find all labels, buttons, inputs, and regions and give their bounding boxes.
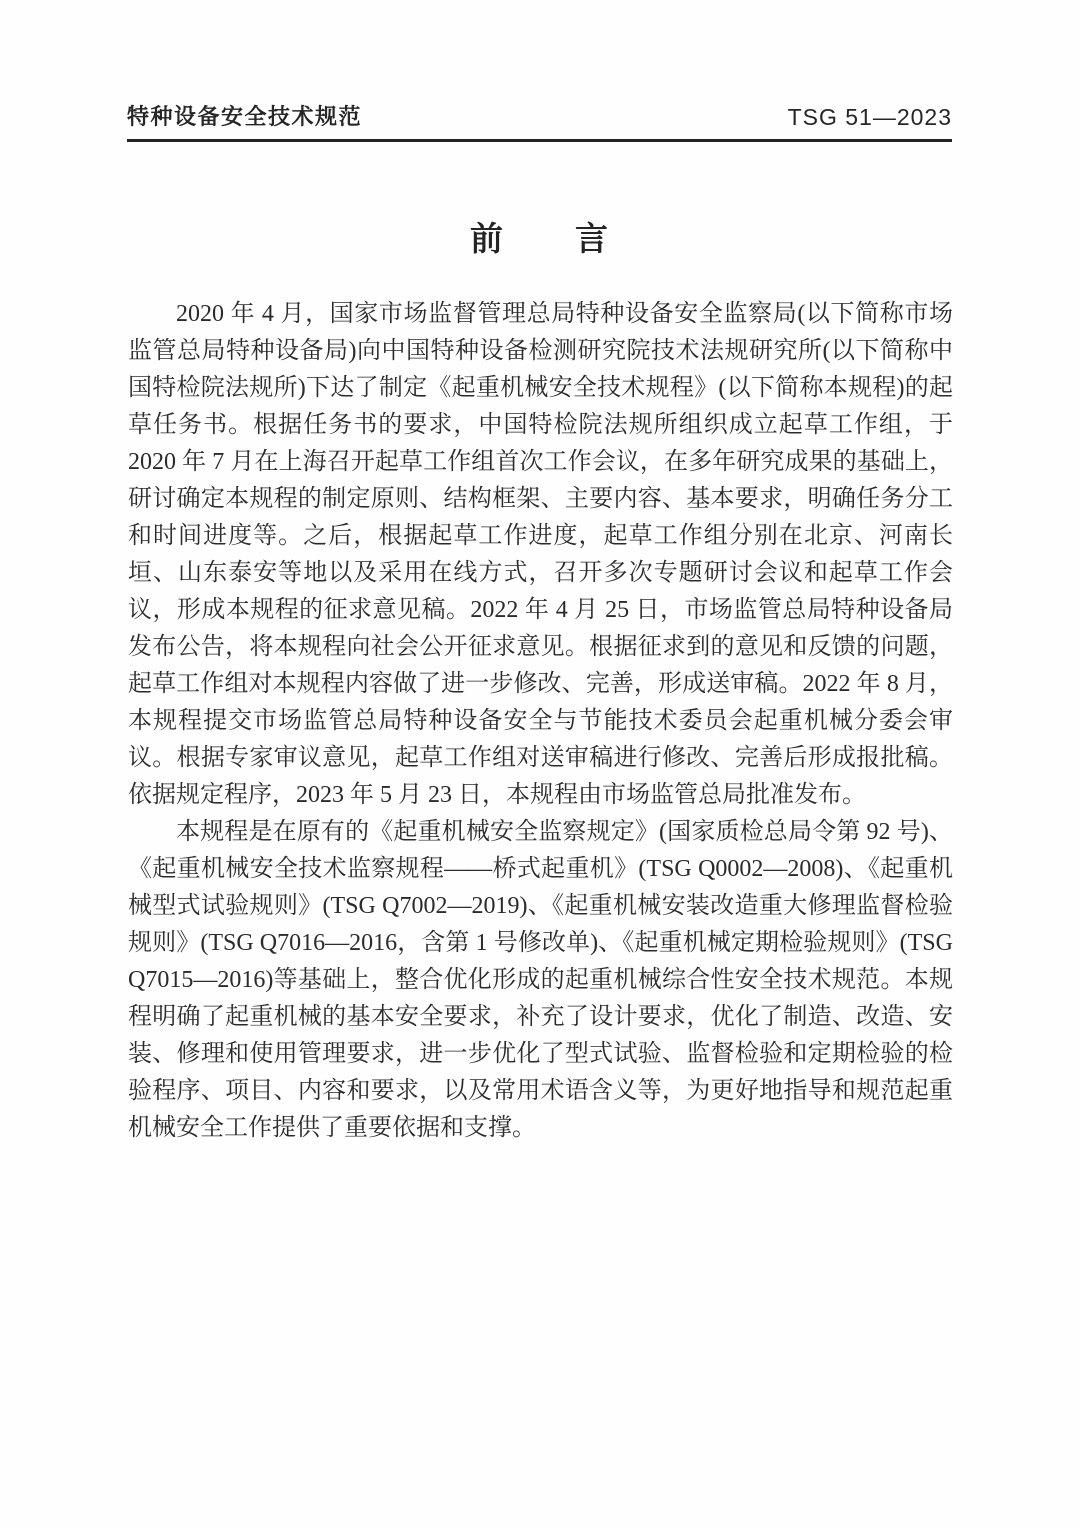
section-title-foreword: 前 言	[470, 220, 610, 257]
header-rule	[127, 139, 952, 142]
foreword-paragraph-1: 2020 年 4 月，国家市场监督管理总局特种设备安全监察局(以下简称市场监管总局特种设备局)向中国特种设备检测研究院技术法规研究所(以下简称中国特检院法规所)下达了制定《起重机械安全技术规程》(以下简称本规程)的起草任务书。根据任务书的要求，中国特检院法规所组织成立起草工作组，于 2020 年 7 月在上海召开起草工作组首次工作会议，在多年研究成果的基础上，研讨确定本规程的制定原则、结构框架、主要内容、基本要求，明确任务分工和时间进度等。之后，根据起草工作进度，起草工作组分别在北京、河南长垣、山东泰安等地以及采用在线方式，召开多次专题研讨会议和起草工作会议，形成本规程的征求意见稿。2022 年 4 月 25 日，市场监管总局特种设备局发布公告，将本规程向社会公开征求意见。根据征求到的意见和反馈的问题，起草工作组对本规程内容做了进一步修改、完善，形成送审稿。2022 年 8 月，本规程提交市场监管总局特种设备安全与节能技术委员会起重机械分委会审议。根据专家审议意见，起草工作组对送审稿进行修改、完善后形成报批稿。依据规定程序，2023 年 5 月 23 日，本规程由市场监管总局批准发布。	[128, 301, 953, 808]
page-header	[127, 100, 952, 131]
header-left-category: 特种设备安全技术规范	[127, 104, 363, 129]
foreword-paragraph-2: 本规程是在原有的《起重机械安全监察规定》(国家质检总局令第 92 号)、《起重机械安全技术监察规程——桥式起重机》(TSG Q0002—2008)、《起重机械型式试验规则》(TSG Q7002—2019)、《起重机械安装改造重大修理监督检验规则》(TSG Q7016—2016，含第 1 号修改单)、《起重机械定期检验规则》(TSG Q7015—2016)等基础上，整合优化形成的起重机械综合性安全技术规范。本规程明确了起重机械的基本安全要求，补充了设计要求，优化了制造、改造、安装、修理和使用管理要求，进一步优化了型式试验、监督检验和定期检验的检验程序、项目、内容和要求，以及常用术语含义等，为更好地指导和规范起重机械安全工作提供了重要依据和支撑。	[128, 819, 953, 1141]
document-body	[128, 296, 953, 1147]
header-right-doc-number: TSG 51—2023	[787, 104, 952, 130]
